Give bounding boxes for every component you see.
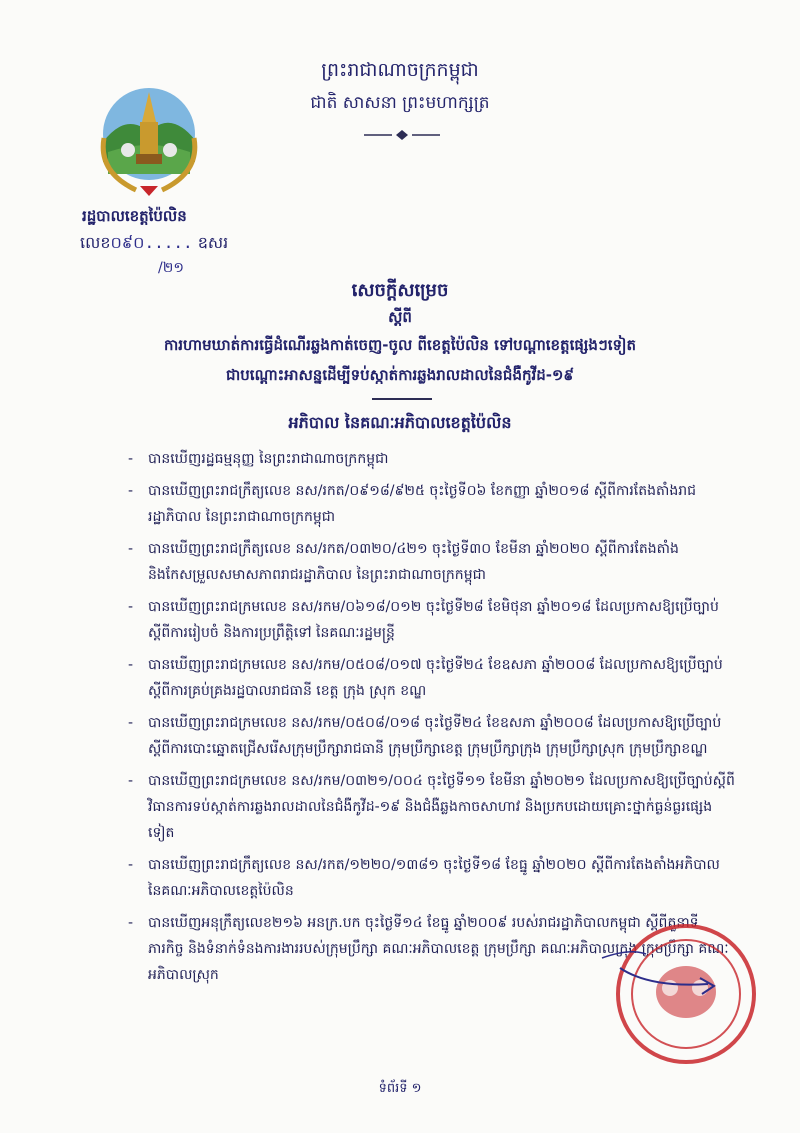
ref-code: ឧសរ (197, 233, 229, 252)
ornament-divider-icon (362, 128, 442, 142)
list-item: - បានឃើញព្រះរាជក្រមលេខ នស/រកម/០៥០៨/០១៨ ចុះថ្ងៃទី២៤ ខែឧសភា ឆ្នាំ២០០៨ ដែលប្រកាសឱ្យប្រើច្បាប់ស្ដីពីការបោះឆ្នោតជ្រើសរើសក្រុមប្រឹក្សារាជធានី ក្រុមប្រឹក្សាខេត្ត ក្រុមប្រឹក្សាក្រុង ក្រុមប្រឹក្សាស្រុក ក្រុមប្រឹក្សាខណ្ឌ (128, 715, 722, 757)
list-item: - បានឃើញព្រះរាជក្រមលេខ នស/រកម/០៦១៨/០១២ ចុះថ្ងៃទី២៨ ខែមិថុនា ឆ្នាំ២០១៨ ដែលប្រកាសឱ្យប្រើច្បាប់ស្ដីពីការរៀបចំ និងការប្រព្រឹត្តិទៅ នៃគណៈរដ្ឋមន្ត្រី (128, 599, 719, 641)
ref-year: /២១ (158, 260, 184, 276)
issuing-authority: រដ្ឋបាលខេត្តប៉ៃលិន (82, 207, 187, 225)
list-item: - បានឃើញព្រះរាជក្រមលេខ នស/រកម/០៥០៨/០១៧ ចុះថ្ងៃទី២៤ ខែឧសភា ឆ្នាំ២០០៨ ដែលប្រកាសឱ្យប្រើច្បាប់ស្ដីពីការគ្រប់គ្រងរដ្ឋបាលរាជធានី ខេត្ត ក្រុង ស្រុក ខណ្ឌ (128, 657, 723, 699)
title-divider (372, 398, 432, 400)
kingdom-heading: ព្រះរាជាណាចក្រកម្ពុជា (321, 59, 479, 81)
document-title: សេចក្ដីសម្រេច (351, 280, 449, 301)
list-item: - បានឃើញរដ្ឋធម្មនុញ្ញ នៃព្រះរាជាណាចក្រកម្ពុជា (128, 451, 389, 467)
page-number: ទំព័រទី ១ (378, 1081, 422, 1096)
list-item: - បានឃើញព្រះរាជក្រមលេខ នស/រកម/០៣២១/០០៤ ចុះថ្ងៃទី១១ ខែមីនា ឆ្នាំ២០២១ ដែលប្រកាសឱ្យប្រើច្បាប់ស្ដីពីវិធានការទប់ស្កាត់ការឆ្លងរាលដាលនៃជំងឺកូវីដ-១៩ និងជំងឺឆ្លងកាចសាហាវ និងប្រកបដោយគ្រោះថ្នាក់ធ្ងន់ធ្ងរផ្សេងទៀត (128, 773, 735, 841)
ref-label: លេខ (80, 233, 111, 252)
subject-line-2: ជាបណ្ដោះអាសន្នដើម្បីទប់ស្កាត់ការឆ្លងរាលដាលនៃជំងឺកូវីដ-១៩ (226, 366, 574, 384)
legal-basis-list (128, 446, 738, 994)
subject-line-1: ការហាមឃាត់ការធ្វើដំណើរឆ្លងកាត់ចេញ-ចូល ពីខេត្តប៉ៃលិន ទៅបណ្ដាខេត្តផ្សេងៗទៀត (163, 336, 637, 354)
about-label: ស្ដីពី (388, 308, 412, 326)
list-item: - បានឃើញព្រះរាជក្រឹត្យលេខ នស/រកត/០៩១៨/៩២៥ ចុះថ្ងៃទី០៦ ខែកញ្ញា ឆ្នាំ២០១៨ ស្ដីពីការតែងតាំងរាជរដ្ឋាភិបាល នៃព្រះរាជាណាចក្រកម្ពុជា (128, 483, 697, 525)
authority-heading: អភិបាល នៃគណៈអភិបាលខេត្តប៉ៃលិន (288, 413, 512, 432)
official-seal-icon (590, 918, 758, 1066)
reference-number (80, 232, 228, 256)
list-item: - បានឃើញអនុក្រឹត្យលេខ២១៦ អនក្រ.បក ចុះថ្ងៃទី១៤ ខែធ្នូ ឆ្នាំ២០០៩ របស់រាជរដ្ឋាភិបាលកម្ពុជា ស្ដីពីតួនាទី ភារកិច្ច និងទំនាក់ទំនងការងាររបស់ក្រុមប្រឹក្សា គណៈអភិបាលខេត្ត ក្រុមប្រឹក្សា គណៈអភិបាលក្រុង ក្រុមប្រឹក្សា គណៈអភិបាលស្រុក (128, 915, 729, 983)
ref-number: ០៩០..... (110, 233, 193, 252)
national-motto: ជាតិ សាសនា ព្រះមហាក្សត្រ (310, 93, 490, 113)
list-item: - បានឃើញព្រះរាជក្រឹត្យលេខ នស/រកត/១២២០/១៣៨១ ចុះថ្ងៃទី១៨ ខែធ្នូ ឆ្នាំ២០២០ ស្ដីពីការតែងតាំងអភិបាលនៃគណៈអភិបាលខេត្តប៉ៃលិន (128, 857, 720, 899)
list-item: - បានឃើញព្រះរាជក្រឹត្យលេខ នស/រកត/០៣២០/៤២១ ចុះថ្ងៃទី៣០ ខែមីនា ឆ្នាំ២០២០ ស្ដីពីការតែងតាំង និងកែសម្រួលសមាសភាពរាជរដ្ឋាភិបាល នៃព្រះរាជាណាចក្រកម្ពុជា (128, 541, 679, 583)
province-emblem-icon (96, 82, 202, 202)
